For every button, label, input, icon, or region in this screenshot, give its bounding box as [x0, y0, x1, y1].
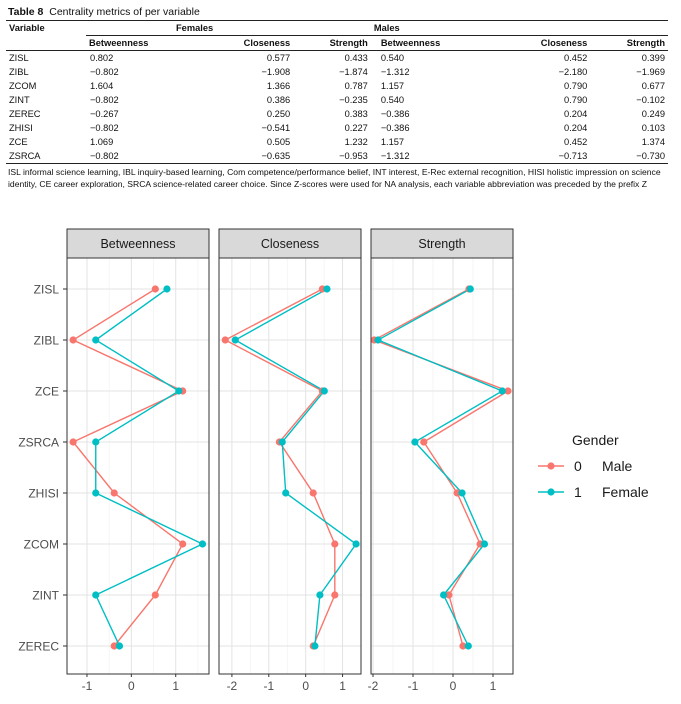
data-point-female: [440, 591, 447, 598]
centrality-table: [6, 20, 668, 164]
table-row: [6, 135, 668, 149]
y-tick-label: ZISL: [33, 282, 59, 297]
row-variable-cell: ZISL: [9, 53, 29, 63]
data-point-male: [331, 540, 338, 547]
table-cell: −0.267: [90, 109, 119, 119]
data-point-female: [499, 387, 506, 394]
data-point-female: [467, 285, 474, 292]
facet-strip-label: Closeness: [260, 237, 320, 251]
centrality-table-section: [6, 6, 672, 190]
legend-label: Male: [602, 458, 633, 474]
data-point-female: [316, 591, 323, 598]
table-row: [6, 79, 668, 93]
x-tick-label: 0: [449, 679, 457, 693]
table-cell: −0.635: [201, 149, 293, 164]
table-cell: 0.787: [344, 81, 368, 91]
panel-background: [371, 258, 513, 674]
table-cell: −1.874: [339, 67, 368, 77]
row-variable-cell: ZINT: [9, 95, 30, 105]
data-point-female: [282, 489, 289, 496]
header-spacer: [6, 36, 86, 51]
males-group-header: Males: [371, 21, 668, 36]
x-tick-label: 0: [302, 679, 310, 693]
centrality-plot: [0, 226, 681, 696]
data-point-male: [70, 438, 77, 445]
table-cell: 0.386: [266, 95, 291, 105]
table-cell: −0.802: [90, 123, 119, 133]
facet-strip-label: Betweenness: [100, 237, 176, 251]
row-variable-cell: ZEREC: [9, 109, 41, 119]
table-cell: −0.386: [380, 123, 410, 133]
table-cell: −1.908: [261, 67, 291, 77]
table-cell: 0.204: [564, 109, 588, 119]
legend-key-point: [547, 462, 554, 469]
table-title: [6, 6, 672, 20]
legend-title: Gender: [572, 432, 619, 448]
table-row: [6, 65, 668, 79]
table-cell: 0.505: [266, 137, 291, 147]
legend: [538, 432, 649, 500]
y-tick-label: ZSRCA: [18, 435, 59, 450]
x-tick-label: -1: [263, 679, 275, 693]
variable-header: Variable: [6, 21, 86, 36]
table-cell: −0.541: [261, 123, 291, 133]
table-cell: −0.386: [380, 109, 410, 119]
table-cell: −0.235: [339, 95, 368, 105]
table-cell: −0.953: [293, 149, 371, 164]
x-tick-label: 1: [172, 679, 180, 693]
x-tick-label: 1: [489, 679, 497, 693]
table-cell: −0.802: [86, 149, 201, 164]
data-point-female: [465, 642, 472, 649]
table-cell: 0.452: [564, 137, 588, 147]
facet-panel-closeness: [219, 229, 361, 693]
data-point-male: [111, 489, 118, 496]
data-point-female: [481, 540, 488, 547]
table-cell: 0.399: [641, 53, 665, 63]
data-point-female: [279, 438, 286, 445]
table-cell: 1.366: [266, 81, 291, 91]
data-point-male: [179, 540, 186, 547]
data-point-male: [152, 285, 159, 292]
table-cell: 0.802: [90, 53, 114, 63]
table-cell: 1.069: [90, 137, 114, 147]
x-tick-label: 0: [128, 679, 135, 693]
table-cell: 0.790: [564, 95, 588, 105]
table-footnote: ISL informal science learning, IBL inquiry-based learning, Com competence/performance belief, INT interest, E-Rec external recognition, HISI holistic impression on science identity, CE career exploration, SRCA science-related career choice. Since Z-scores were used for NA analysis, each variable abbreviation was preceded by the prefix Z: [8, 167, 661, 189]
x-tick-label: -2: [367, 679, 379, 693]
data-point-male: [152, 591, 159, 598]
table-cell: 0.540: [380, 53, 405, 63]
row-variable-cell: ZIBL: [9, 67, 29, 77]
row-variable-cell: ZCE: [9, 137, 28, 147]
data-point-female: [92, 438, 99, 445]
table-row: [6, 107, 668, 121]
data-point-female: [374, 336, 381, 343]
row-variable-cell: ZCOM: [9, 81, 37, 91]
table-cell: −1.969: [636, 67, 665, 77]
table-cell: 1.604: [90, 81, 114, 91]
legend-label: Female: [602, 484, 649, 500]
data-point-male: [420, 438, 427, 445]
row-variable-cell: ZHISI: [9, 123, 33, 133]
y-tick-label: ZCOM: [23, 537, 59, 552]
col-header-male-closeness: Closeness: [498, 36, 590, 51]
x-tick-label: 1: [339, 679, 346, 693]
table-cell: 0.204: [564, 123, 588, 133]
table-row: [6, 93, 668, 107]
table-row: [6, 51, 668, 66]
females-group-header: Females: [86, 21, 371, 36]
x-tick-label: -2: [226, 679, 238, 693]
table-cell: −0.102: [636, 95, 665, 105]
legend-code: 0: [574, 458, 582, 474]
row-variable-cell: ZSRCA: [6, 149, 86, 164]
table-cell: −0.730: [590, 149, 668, 164]
legend-code: 1: [574, 484, 582, 500]
table-label: Table 8: [8, 6, 44, 18]
table-body: [6, 51, 668, 164]
data-point-female: [323, 285, 330, 292]
panel-background: [219, 258, 361, 674]
table-cell: 0.103: [641, 123, 665, 133]
facet-panel-betweenness: [67, 229, 209, 693]
data-point-female: [92, 489, 99, 496]
table-cell: 1.232: [344, 137, 368, 147]
x-tick-label: -1: [407, 679, 419, 693]
col-header-male-betweenness: Betweenness: [371, 36, 498, 51]
data-point-female: [311, 642, 318, 649]
table-cell: 1.374: [641, 137, 665, 147]
y-tick-label: ZCE: [35, 384, 59, 399]
table-cell: 0.540: [380, 95, 405, 105]
table-cell: −0.802: [90, 67, 119, 77]
facet-panel-strength: [368, 229, 513, 693]
facet-strip-label: Strength: [418, 237, 466, 251]
data-point-male: [310, 489, 317, 496]
col-header-male-strength: Strength: [590, 36, 668, 51]
table-cell: 0.790: [564, 81, 588, 91]
table-cell: 0.452: [564, 53, 588, 63]
table-caption: Centrality metrics of per variable: [49, 6, 200, 18]
data-point-female: [199, 540, 206, 547]
table-cell: 0.249: [641, 109, 665, 119]
data-point-male: [331, 591, 338, 598]
legend-key-point: [547, 488, 554, 495]
data-point-female: [163, 285, 170, 292]
data-point-female: [458, 489, 465, 496]
data-point-male: [222, 336, 229, 343]
data-point-female: [92, 336, 99, 343]
data-point-female: [352, 540, 359, 547]
data-point-female: [92, 591, 99, 598]
table-row: [6, 121, 668, 135]
y-tick-label: ZHISI: [28, 486, 59, 501]
data-point-female: [411, 438, 418, 445]
col-header-female-betweenness: Betweenness: [86, 36, 201, 51]
y-tick-label: ZEREC: [18, 639, 59, 654]
table-cell: 0.677: [641, 81, 665, 91]
table-cell: 0.250: [266, 109, 291, 119]
panel-background: [67, 258, 209, 674]
table-cell: −2.180: [558, 67, 588, 77]
col-header-female-closeness: Closeness: [201, 36, 293, 51]
table-row: [6, 149, 668, 164]
y-tick-label: ZIBL: [33, 333, 59, 348]
col-header-female-strength: Strength: [293, 36, 371, 51]
data-point-female: [175, 387, 182, 394]
table-cell: 1.157: [380, 137, 405, 147]
y-tick-label: ZINT: [32, 588, 59, 603]
table-cell: −1.312: [371, 149, 498, 164]
data-point-female: [232, 336, 239, 343]
table-cell: 1.157: [380, 81, 405, 91]
table-cell: −1.312: [380, 67, 410, 77]
table-cell: −0.802: [90, 95, 119, 105]
data-point-female: [116, 642, 123, 649]
data-point-male: [70, 336, 77, 343]
table-cell: 0.227: [344, 123, 368, 133]
data-point-female: [321, 387, 328, 394]
table-cell: 0.577: [266, 53, 291, 63]
table-cell: 0.433: [344, 53, 368, 63]
table-cell: 0.383: [344, 109, 368, 119]
table-cell: −0.713: [498, 149, 590, 164]
x-tick-label: -1: [81, 679, 93, 693]
